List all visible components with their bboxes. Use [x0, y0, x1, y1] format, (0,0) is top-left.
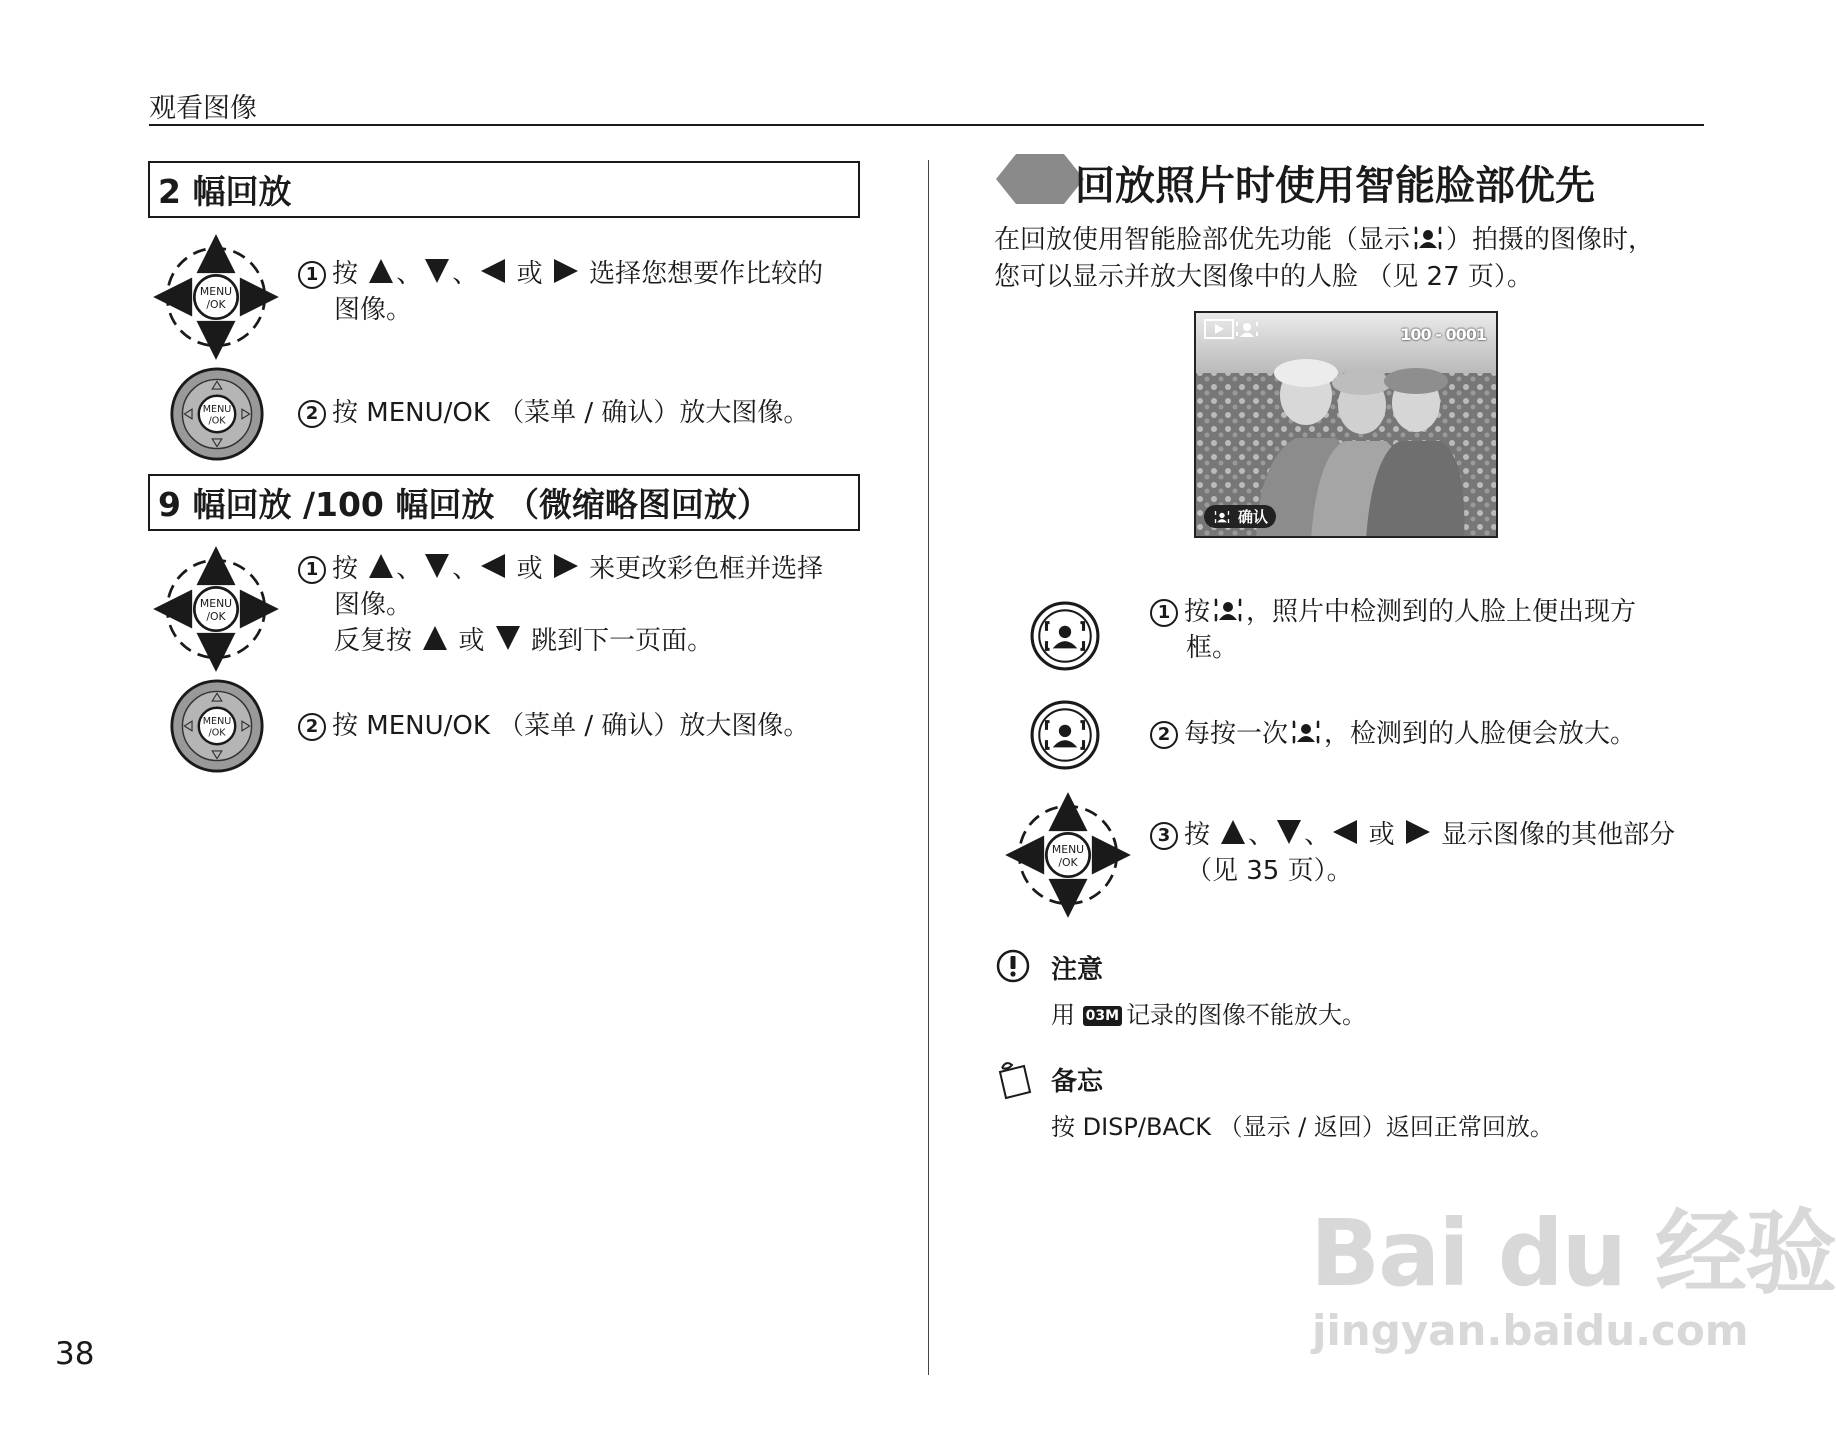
step-2-zoom-face: 2 每按一次 ，检测到的人脸便会放大。	[1150, 716, 1636, 752]
face-detection-icon	[1210, 510, 1234, 524]
menu-ok-button-icon	[169, 678, 265, 774]
step-1-select-image: 1 按 、 、 或 选择您想要作比较的 图像。	[298, 256, 823, 328]
dpad-icon	[1003, 790, 1133, 920]
face-detection-icon	[1214, 597, 1242, 623]
frame-number: 100 - 0001	[1400, 325, 1486, 344]
left-arrow-icon	[481, 554, 505, 578]
dpad-icon	[151, 544, 281, 674]
step-2-zoom: 2 按 MENU/OK （菜单 / 确认）放大图像。	[298, 395, 809, 431]
page-number: 38	[55, 1336, 95, 1372]
left-arrow-icon	[481, 259, 505, 283]
down-arrow-icon	[1277, 820, 1301, 844]
confirm-hint: 确认	[1204, 505, 1276, 528]
step-number: 3	[1150, 822, 1178, 850]
section-title-micro-thumbnail: 9 幅回放 /100 幅回放 （微缩略图回放）	[148, 474, 860, 531]
column-divider	[928, 160, 929, 1375]
photo-status-icons	[1204, 319, 1260, 343]
step-number: 2	[298, 400, 326, 428]
face-detection-icon	[1292, 719, 1320, 745]
playback-face-icon	[1204, 319, 1260, 339]
intro-paragraph: 在回放使用智能脸部优先功能（显示 ）拍摄的图像时， 您可以显示并放大图像中的人脸 （见 27 页）。	[994, 225, 1655, 292]
face-priority-title: 回放照片时使用智能脸部优先	[1075, 163, 1595, 209]
section-title-two-frame: 2 幅回放	[148, 161, 860, 218]
step-3-pan: 3 按 、 、 或 显示图像的其他部分 （见 35 页）。	[1150, 817, 1675, 889]
right-arrow-icon	[554, 554, 578, 578]
caution-text: 用 03M 记录的图像不能放大。	[1051, 1001, 1367, 1029]
image-size-badge: 03M	[1083, 1006, 1122, 1026]
step-number: 2	[298, 713, 326, 741]
right-arrow-icon	[1406, 820, 1430, 844]
memo-text: 按 DISP/BACK （显示 / 返回）返回正常回放。	[1051, 1113, 1554, 1141]
left-arrow-icon	[1333, 820, 1357, 844]
menu-ok-button-icon	[169, 366, 265, 462]
baidu-watermark: Bai du 经验 jingyan.baidu.com	[1310, 1200, 1836, 1355]
face-detection-button-icon	[1029, 699, 1101, 771]
up-arrow-icon	[1221, 820, 1245, 844]
up-arrow-icon	[423, 626, 447, 650]
step-1-detect-faces: 1 按 ，照片中检测到的人脸上便出现方 框。	[1150, 594, 1636, 666]
down-arrow-icon	[496, 626, 520, 650]
header-rule	[149, 124, 1704, 126]
caution-icon	[995, 948, 1031, 984]
section-hexagon-icon	[994, 152, 1086, 206]
face-detection-icon	[1414, 225, 1442, 251]
caution-title: 注意	[1051, 955, 1104, 985]
running-title: 观看图像	[149, 93, 257, 124]
step-number: 2	[1150, 721, 1178, 749]
up-arrow-icon	[369, 554, 393, 578]
step-1-select-thumbnail: 1 按 、 、 或 来更改彩色框并选择 图像。 反复按 或 跳到下一页面。	[298, 551, 823, 659]
step-number: 1	[1150, 599, 1178, 627]
memo-title: 备忘	[1051, 1067, 1104, 1097]
up-arrow-icon	[369, 259, 393, 283]
step-2-zoom: 2 按 MENU/OK （菜单 / 确认）放大图像。	[298, 708, 809, 744]
down-arrow-icon	[425, 259, 449, 283]
dpad-icon	[151, 232, 281, 362]
memo-icon	[994, 1058, 1034, 1100]
right-arrow-icon	[554, 259, 578, 283]
down-arrow-icon	[425, 554, 449, 578]
step-number: 1	[298, 556, 326, 584]
face-detection-button-icon	[1029, 600, 1101, 672]
step-number: 1	[298, 261, 326, 289]
sample-photo	[1194, 311, 1498, 538]
